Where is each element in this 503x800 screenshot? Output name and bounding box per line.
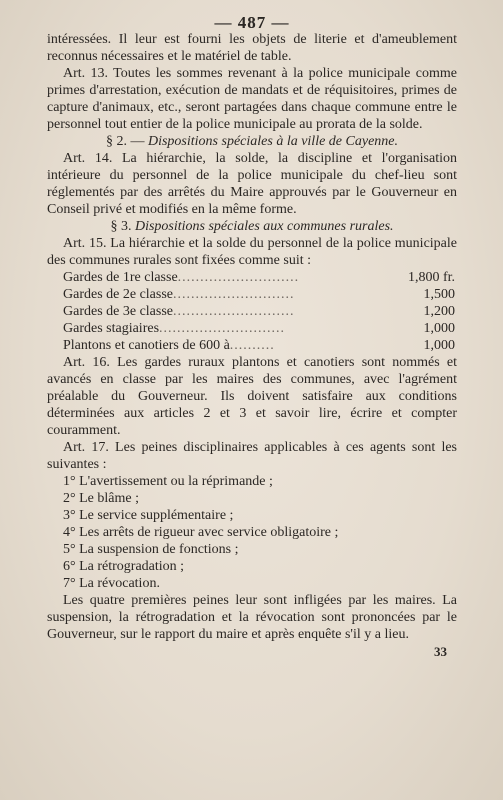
article-14: Art. 14. La hiérarchie, la solde, la discipline et l'organisation intérieure du personnel de la police municipale du chef-lieu sont réglementés par des arrêtés du Maire approuvés par le Gouverneur en Conseil privé et modifiés en la même forme. xyxy=(47,151,457,217)
pay-amount: 1,000 xyxy=(423,321,455,336)
section-3-heading xyxy=(47,218,457,235)
pay-scale-row xyxy=(63,269,457,286)
penalty-item: 6° La rétrogradation ; xyxy=(63,559,185,574)
closing-paragraph: Les quatre premières peines leur sont infligées par les maires. La suspension, la rétrogradation et la révocation sont prononcées par le Gouverneur, sur le rapport du maire et après enquête s'il y a lieu. xyxy=(47,593,457,642)
penalty-item: 7° La révocation. xyxy=(63,576,160,591)
pay-scale-table xyxy=(63,269,457,354)
penalty-item: 1° L'avertissement ou la réprimande ; xyxy=(63,474,273,489)
article-15: Art. 15. La hiérarchie et la solde du personnel de la police municipale des communes rurales sont fixées comme suit : xyxy=(47,236,457,268)
pay-amount: 1,500 xyxy=(423,287,455,302)
article-13: Art. 13. Toutes les sommes revenant à la police municipale comme primes d'arrestation, exécution de mandats et de réquisitoires, primes de capture d'animaux, etc., seront partagées dans chaque commune entre le personnel tout entier de la police municipale au prorata de la solde. xyxy=(47,66,457,132)
pay-scale-row xyxy=(63,286,457,303)
penalty-item: 3° Le service supplémentaire ; xyxy=(63,508,234,523)
pay-grade: Gardes stagiaires............................ xyxy=(63,321,286,336)
pay-scale-row xyxy=(63,303,457,320)
penalty-item: 4° Les arrêts de rigueur avec service obligatoire ; xyxy=(63,525,339,540)
pay-amount: 1,200 xyxy=(423,304,455,319)
pay-grade: Gardes de 1re classe........................... xyxy=(63,270,300,285)
section-3-title: Dispositions spéciales aux communes rurales. xyxy=(134,219,394,234)
penalty-item: 5° La suspension de fonctions ; xyxy=(63,542,239,557)
penalty-list xyxy=(47,473,457,592)
pay-amount: 1,800 fr. xyxy=(407,270,455,285)
penalty-item: 2° Le blâme ; xyxy=(63,491,139,506)
page-text xyxy=(47,14,457,660)
section-2-title: Dispositions spéciales à la ville de Cayenne. xyxy=(147,134,398,149)
section-3-number: § 3. xyxy=(110,219,132,234)
article-16: Art. 16. Les gardes ruraux plantons et canotiers sont nommés et avancés en classe par les maires des communes, avec l'agrément préalable du Gouverneur. Ils doivent satisfaire aux conditions déterminées aux articles 2 et 3 et savoir lire, écrire et compter couramment. xyxy=(47,355,457,438)
article-17: Art. 17. Les peines disciplinaires applicables à ces agents sont les suivantes : xyxy=(47,440,457,472)
intro-paragraph: intéressées. Il leur est fourni les objets de literie et d'ameublement reconnus nécessaires et le matériel de table. xyxy=(47,32,457,64)
pay-grade: Gardes de 3e classe........................... xyxy=(63,304,295,319)
page-number: — 487 — xyxy=(214,13,290,32)
signature-mark: 33 xyxy=(434,644,447,659)
section-2-number: § 2. — xyxy=(105,134,145,149)
pay-grade: Gardes de 2e classe........................... xyxy=(63,287,295,302)
pay-scale-row xyxy=(63,320,457,337)
section-2-heading xyxy=(47,133,457,150)
pay-grade: Plantons et canotiers de 600 à.......... xyxy=(63,338,275,353)
pay-amount: 1,000 xyxy=(423,338,455,353)
pay-scale-row xyxy=(63,337,457,354)
